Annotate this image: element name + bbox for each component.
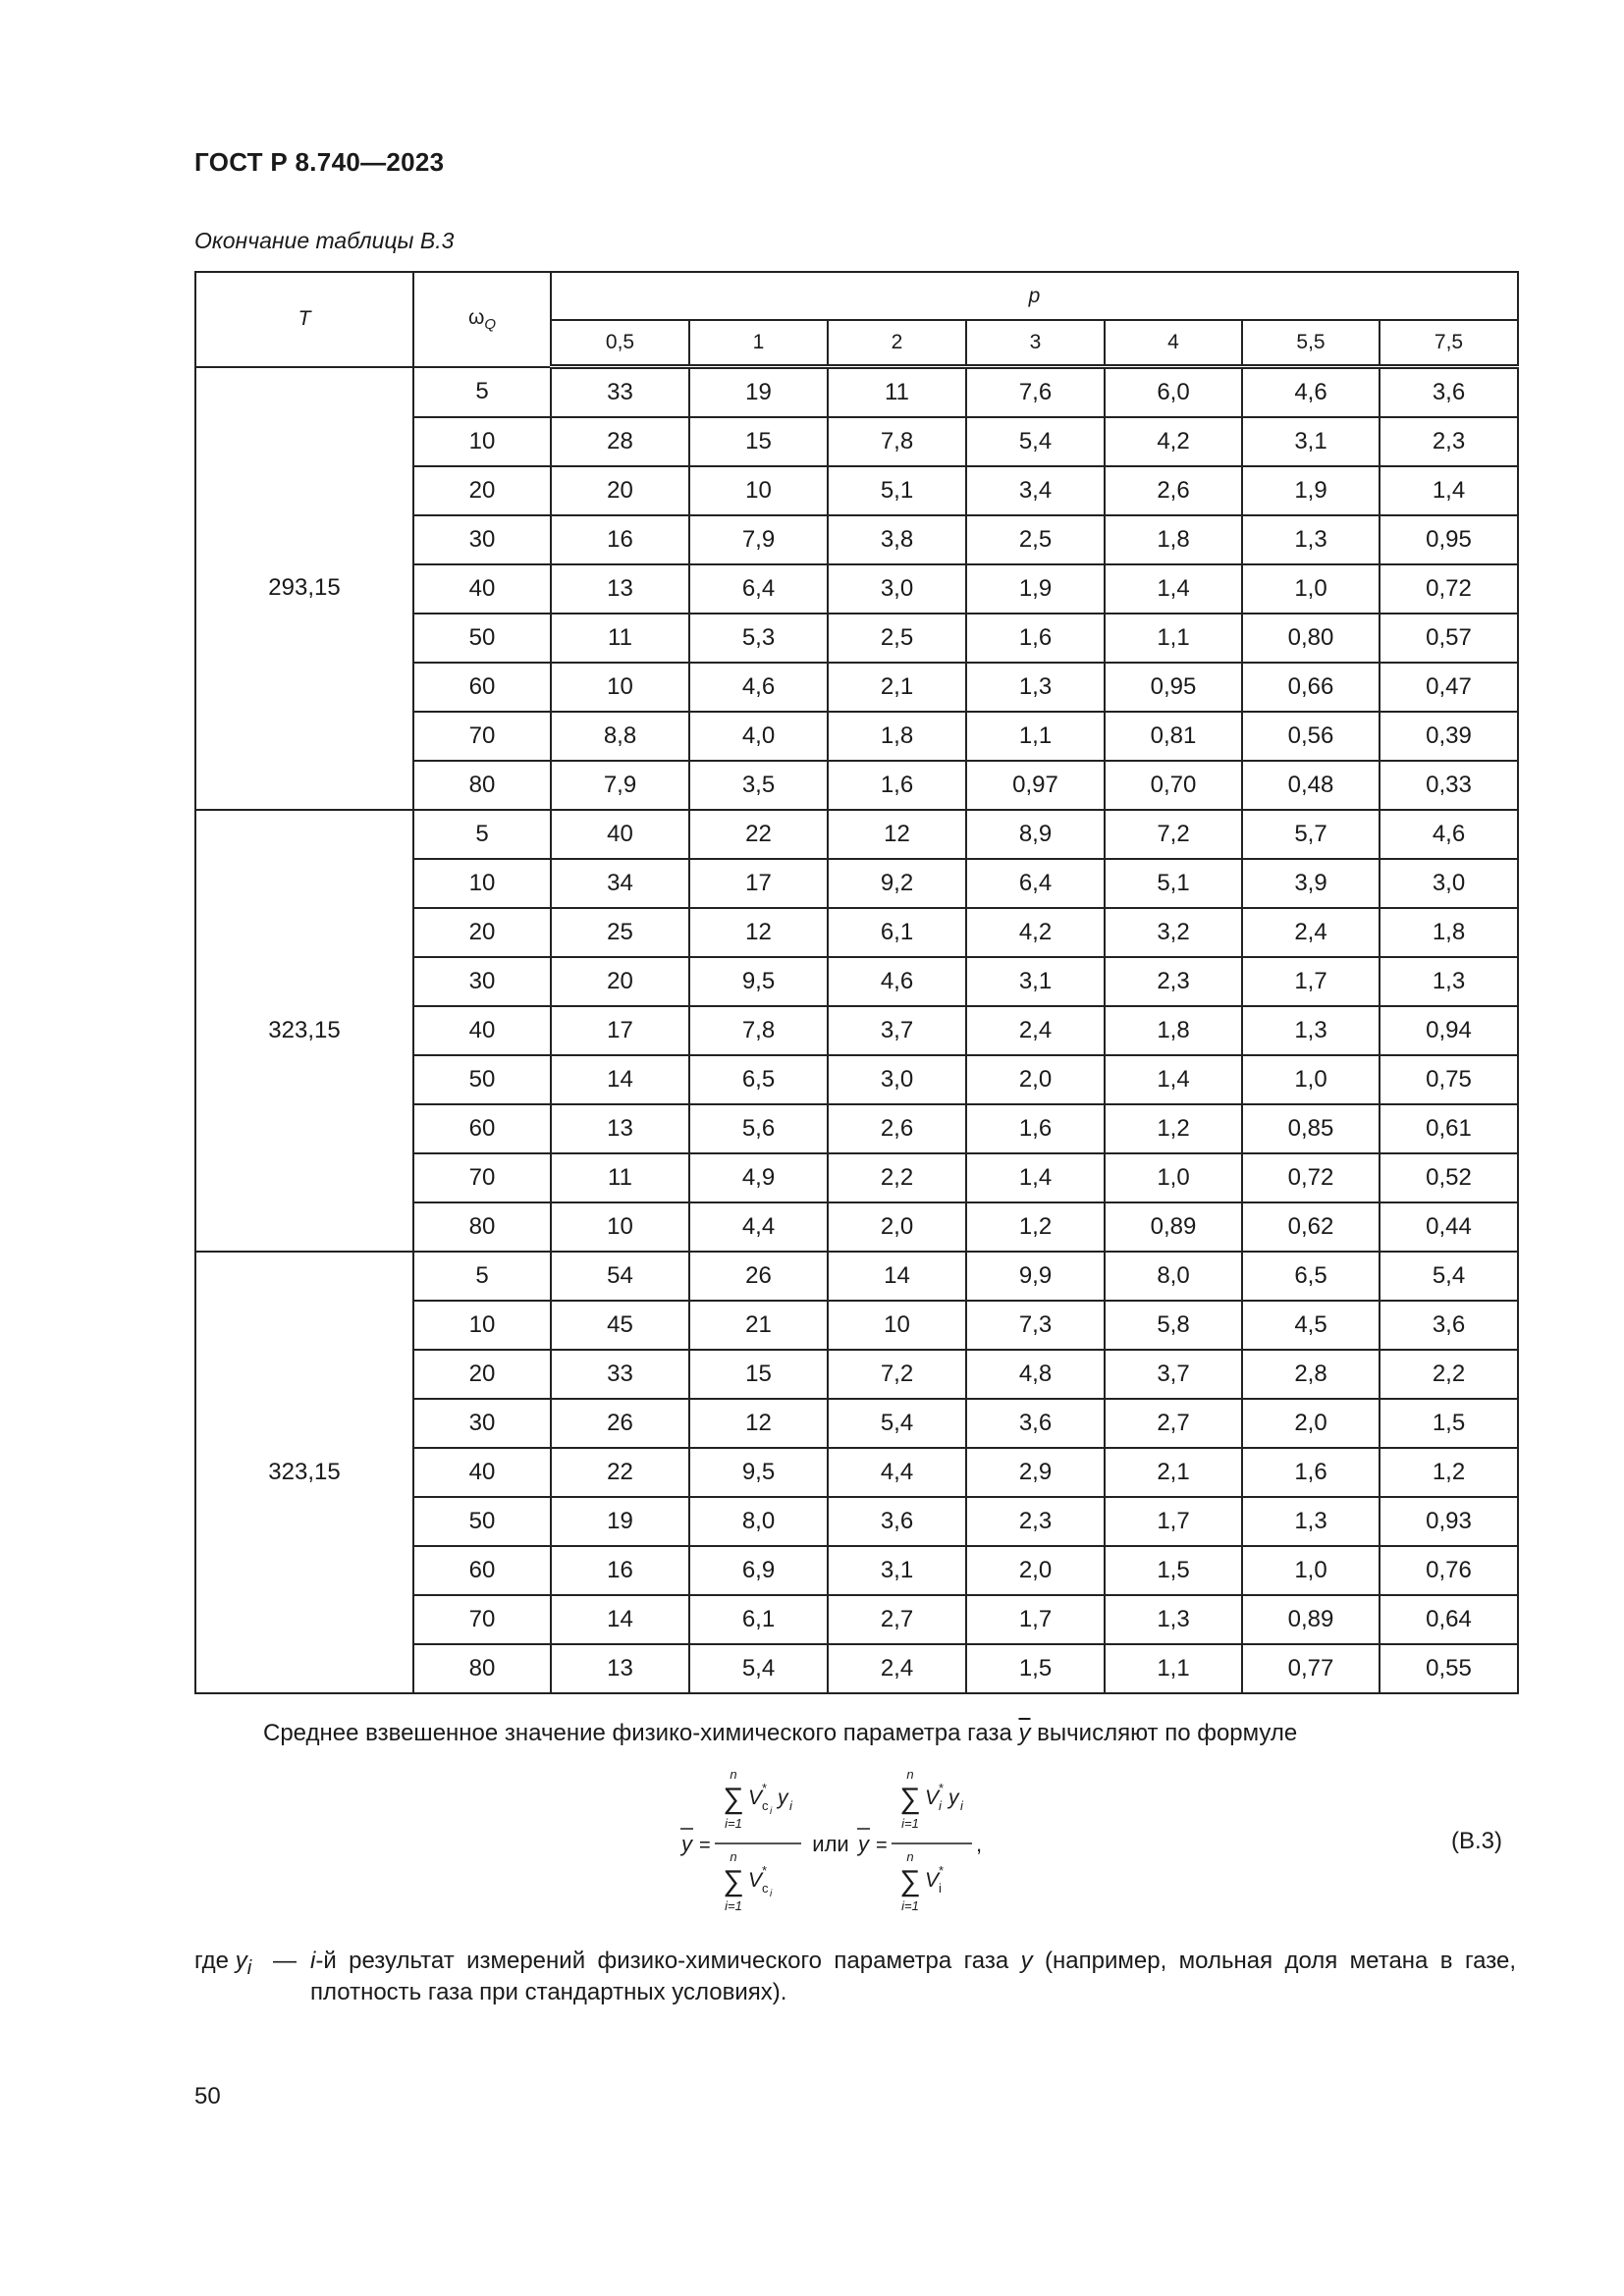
omega-cell: 60 bbox=[413, 1104, 551, 1153]
value-cell: 9,9 bbox=[966, 1252, 1105, 1301]
value-cell: 0,89 bbox=[1242, 1595, 1380, 1644]
value-cell: 3,1 bbox=[966, 957, 1105, 1006]
value-cell: 0,94 bbox=[1380, 1006, 1518, 1055]
value-cell: 2,2 bbox=[1380, 1350, 1518, 1399]
legend-dash: — bbox=[273, 1948, 297, 1974]
value-cell: 5,8 bbox=[1105, 1301, 1242, 1350]
omega-cell: 20 bbox=[413, 466, 551, 515]
temperature-cell: 323,15 bbox=[195, 810, 413, 1252]
value-cell: 20 bbox=[551, 466, 689, 515]
omega-cell: 50 bbox=[413, 1497, 551, 1546]
value-cell: 0,56 bbox=[1242, 712, 1380, 761]
header-p-value: 4 bbox=[1105, 320, 1242, 367]
value-cell: 3,2 bbox=[1105, 908, 1242, 957]
value-cell: 11 bbox=[551, 614, 689, 663]
temperature-cell: 323,15 bbox=[195, 1252, 413, 1693]
value-cell: 2,4 bbox=[966, 1006, 1105, 1055]
formula-y-1: y bbox=[778, 1787, 788, 1809]
formula-y-2: y bbox=[948, 1787, 959, 1809]
value-cell: 0,72 bbox=[1242, 1153, 1380, 1202]
value-cell: 0,85 bbox=[1242, 1104, 1380, 1153]
value-cell: 54 bbox=[551, 1252, 689, 1301]
value-cell: 1,6 bbox=[966, 1104, 1105, 1153]
value-cell: 1,3 bbox=[966, 663, 1105, 712]
value-cell: 17 bbox=[551, 1006, 689, 1055]
omega-cell: 80 bbox=[413, 1644, 551, 1693]
value-cell: 14 bbox=[551, 1595, 689, 1644]
value-cell: 1,2 bbox=[1105, 1104, 1242, 1153]
value-cell: 5,1 bbox=[828, 466, 966, 515]
value-cell: 1,7 bbox=[966, 1595, 1105, 1644]
value-cell: 0,76 bbox=[1380, 1546, 1518, 1595]
formula-n-2a: n bbox=[906, 1767, 914, 1782]
value-cell: 2,5 bbox=[966, 515, 1105, 564]
formula-v-1b: V bbox=[748, 1869, 763, 1892]
value-cell: 2,6 bbox=[1105, 466, 1242, 515]
value-cell: 2,7 bbox=[1105, 1399, 1242, 1448]
header-p-value: 1 bbox=[689, 320, 828, 367]
value-cell: 8,8 bbox=[551, 712, 689, 761]
formula-sum-2a: ∑ bbox=[899, 1783, 921, 1815]
value-cell: 2,0 bbox=[828, 1202, 966, 1252]
formula-n-2b: n bbox=[906, 1849, 914, 1864]
value-cell: 21 bbox=[689, 1301, 828, 1350]
value-cell: 1,1 bbox=[966, 712, 1105, 761]
omega-cell: 40 bbox=[413, 1448, 551, 1497]
value-cell: 4,2 bbox=[966, 908, 1105, 957]
legend-ith: i bbox=[310, 1948, 316, 1974]
header-p-value: 0,5 bbox=[551, 320, 689, 367]
formula-intro bbox=[263, 1720, 1297, 1747]
legend-text-2: (например, мольная доля метана в газе, плотность газа при стандартных условиях). bbox=[310, 1948, 1516, 2005]
header-p: p bbox=[551, 272, 1518, 320]
value-cell: 8,0 bbox=[1105, 1252, 1242, 1301]
table-header bbox=[195, 272, 1518, 367]
value-cell: 3,6 bbox=[828, 1497, 966, 1546]
value-cell: 1,2 bbox=[1380, 1448, 1518, 1497]
value-cell: 11 bbox=[551, 1153, 689, 1202]
value-cell: 1,8 bbox=[1105, 515, 1242, 564]
omega-cell: 40 bbox=[413, 564, 551, 614]
value-cell: 2,3 bbox=[1105, 957, 1242, 1006]
value-cell: 6,9 bbox=[689, 1546, 828, 1595]
omega-cell: 50 bbox=[413, 614, 551, 663]
legend-where: где bbox=[194, 1948, 230, 1974]
value-cell: 1,4 bbox=[1105, 1055, 1242, 1104]
omega-cell: 60 bbox=[413, 663, 551, 712]
value-cell: 1,3 bbox=[1242, 1006, 1380, 1055]
value-cell: 6,5 bbox=[689, 1055, 828, 1104]
value-cell: 3,0 bbox=[828, 1055, 966, 1104]
value-cell: 1,5 bbox=[1105, 1546, 1242, 1595]
value-cell: 3,8 bbox=[828, 515, 966, 564]
value-cell: 3,6 bbox=[966, 1399, 1105, 1448]
value-cell: 7,6 bbox=[966, 367, 1105, 418]
value-cell: 5,6 bbox=[689, 1104, 828, 1153]
value-cell: 3,7 bbox=[1105, 1350, 1242, 1399]
value-cell: 9,5 bbox=[689, 1448, 828, 1497]
formula-star-1a: * bbox=[762, 1781, 768, 1795]
value-cell: 1,3 bbox=[1380, 957, 1518, 1006]
value-cell: 7,8 bbox=[828, 417, 966, 466]
value-cell: 13 bbox=[551, 1644, 689, 1693]
value-cell: 0,95 bbox=[1105, 663, 1242, 712]
value-cell: 0,66 bbox=[1242, 663, 1380, 712]
formula-v-2b: V bbox=[925, 1869, 940, 1892]
formula-v-2a: V bbox=[925, 1787, 940, 1809]
value-cell: 0,47 bbox=[1380, 663, 1518, 712]
value-cell: 1,0 bbox=[1242, 1546, 1380, 1595]
value-cell: 19 bbox=[689, 367, 828, 418]
value-cell: 6,5 bbox=[1242, 1252, 1380, 1301]
formula-star-2a: * bbox=[939, 1781, 945, 1795]
formula-lower-1b: i=1 bbox=[725, 1898, 742, 1913]
value-cell: 15 bbox=[689, 417, 828, 466]
value-cell: 1,3 bbox=[1105, 1595, 1242, 1644]
value-cell: 6,1 bbox=[689, 1595, 828, 1644]
value-cell: 33 bbox=[551, 367, 689, 418]
value-cell: 4,9 bbox=[689, 1153, 828, 1202]
formula-eq-1: = bbox=[699, 1835, 711, 1856]
value-cell: 4,8 bbox=[966, 1350, 1105, 1399]
formula-intro-end: вычисляют по формуле bbox=[1030, 1720, 1298, 1746]
value-cell: 1,6 bbox=[966, 614, 1105, 663]
value-cell: 0,81 bbox=[1105, 712, 1242, 761]
legend-y-sub: i bbox=[246, 1956, 252, 1979]
value-cell: 10 bbox=[551, 1202, 689, 1252]
omega-cell: 80 bbox=[413, 1202, 551, 1252]
value-cell: 5,4 bbox=[828, 1399, 966, 1448]
value-cell: 0,77 bbox=[1242, 1644, 1380, 1693]
omega-cell: 70 bbox=[413, 712, 551, 761]
value-cell: 1,5 bbox=[966, 1644, 1105, 1693]
value-cell: 2,6 bbox=[828, 1104, 966, 1153]
omega-cell: 5 bbox=[413, 810, 551, 859]
value-cell: 10 bbox=[689, 466, 828, 515]
legend-text-1: -й результат измерений физико-химического параметра газа bbox=[315, 1948, 1021, 1974]
formula-y-sub-2: i bbox=[960, 1798, 963, 1813]
value-cell: 26 bbox=[551, 1399, 689, 1448]
value-cell: 3,6 bbox=[1380, 1301, 1518, 1350]
value-cell: 1,9 bbox=[1242, 466, 1380, 515]
value-cell: 4,2 bbox=[1105, 417, 1242, 466]
value-cell: 1,0 bbox=[1242, 564, 1380, 614]
value-cell: 14 bbox=[828, 1252, 966, 1301]
header-p-value: 5,5 bbox=[1242, 320, 1380, 367]
formula-n-1b: n bbox=[730, 1849, 737, 1864]
header-omega bbox=[413, 272, 551, 367]
omega-cell: 60 bbox=[413, 1546, 551, 1595]
value-cell: 6,0 bbox=[1105, 367, 1242, 418]
data-table bbox=[194, 271, 1519, 1694]
value-cell: 5,4 bbox=[689, 1644, 828, 1693]
value-cell: 1,7 bbox=[1105, 1497, 1242, 1546]
value-cell: 3,1 bbox=[1242, 417, 1380, 466]
table-row bbox=[195, 810, 1518, 859]
value-cell: 7,2 bbox=[828, 1350, 966, 1399]
value-cell: 2,3 bbox=[966, 1497, 1105, 1546]
value-cell: 1,4 bbox=[1105, 564, 1242, 614]
omega-cell: 10 bbox=[413, 859, 551, 908]
value-cell: 25 bbox=[551, 908, 689, 957]
value-cell: 2,4 bbox=[828, 1644, 966, 1693]
formula-sub-2b: i bbox=[939, 1881, 942, 1896]
formula-star-2b: * bbox=[939, 1863, 945, 1878]
omega-cell: 10 bbox=[413, 417, 551, 466]
formula-sum-2b: ∑ bbox=[899, 1865, 921, 1897]
omega-cell: 30 bbox=[413, 957, 551, 1006]
omega-cell: 30 bbox=[413, 1399, 551, 1448]
value-cell: 4,4 bbox=[828, 1448, 966, 1497]
value-cell: 4,5 bbox=[1242, 1301, 1380, 1350]
value-cell: 9,2 bbox=[828, 859, 966, 908]
formula-y-sub-1: i bbox=[789, 1798, 792, 1813]
legend-y: y bbox=[235, 1948, 247, 1974]
value-cell: 0,89 bbox=[1105, 1202, 1242, 1252]
document-code: ГОСТ Р 8.740—2023 bbox=[194, 147, 445, 177]
formula-sum-1a: ∑ bbox=[723, 1783, 744, 1815]
value-cell: 1,4 bbox=[966, 1153, 1105, 1202]
omega-cell: 50 bbox=[413, 1055, 551, 1104]
value-cell: 0,64 bbox=[1380, 1595, 1518, 1644]
value-cell: 10 bbox=[828, 1301, 966, 1350]
header-p-value: 3 bbox=[966, 320, 1105, 367]
omega-cell: 20 bbox=[413, 1350, 551, 1399]
value-cell: 1,8 bbox=[1105, 1006, 1242, 1055]
value-cell: 3,7 bbox=[828, 1006, 966, 1055]
value-cell: 1,8 bbox=[828, 712, 966, 761]
formula-intro-start: Среднее взвешенное значение физико-химического параметра газа bbox=[263, 1720, 1019, 1746]
table-caption: Окончание таблицы В.3 bbox=[194, 228, 455, 253]
value-cell: 1,1 bbox=[1105, 1644, 1242, 1693]
value-cell: 13 bbox=[551, 1104, 689, 1153]
value-cell: 3,4 bbox=[966, 466, 1105, 515]
value-cell: 28 bbox=[551, 417, 689, 466]
value-cell: 20 bbox=[551, 957, 689, 1006]
value-cell: 1,0 bbox=[1242, 1055, 1380, 1104]
value-cell: 4,4 bbox=[689, 1202, 828, 1252]
temperature-cell: 293,15 bbox=[195, 367, 413, 811]
value-cell: 40 bbox=[551, 810, 689, 859]
formula-n-1a: n bbox=[730, 1767, 737, 1782]
value-cell: 5,1 bbox=[1105, 859, 1242, 908]
value-cell: 45 bbox=[551, 1301, 689, 1350]
formula-or: или bbox=[812, 1832, 849, 1856]
value-cell: 3,0 bbox=[1380, 859, 1518, 908]
omega-cell: 5 bbox=[413, 367, 551, 418]
value-cell: 1,5 bbox=[1380, 1399, 1518, 1448]
value-cell: 0,44 bbox=[1380, 1202, 1518, 1252]
value-cell: 1,1 bbox=[1105, 614, 1242, 663]
value-cell: 2,1 bbox=[1105, 1448, 1242, 1497]
value-cell: 1,8 bbox=[1380, 908, 1518, 957]
value-cell: 2,3 bbox=[1380, 417, 1518, 466]
value-cell: 22 bbox=[689, 810, 828, 859]
table-row bbox=[195, 367, 1518, 418]
value-cell: 33 bbox=[551, 1350, 689, 1399]
value-cell: 16 bbox=[551, 515, 689, 564]
value-cell: 0,57 bbox=[1380, 614, 1518, 663]
value-cell: 16 bbox=[551, 1546, 689, 1595]
value-cell: 0,93 bbox=[1380, 1497, 1518, 1546]
value-cell: 0,97 bbox=[966, 761, 1105, 810]
formula-lower-2a: i=1 bbox=[901, 1816, 919, 1831]
table-body bbox=[195, 367, 1518, 1694]
value-cell: 8,9 bbox=[966, 810, 1105, 859]
formula-lower-1a: i=1 bbox=[725, 1816, 742, 1831]
value-cell: 12 bbox=[689, 908, 828, 957]
value-cell: 0,62 bbox=[1242, 1202, 1380, 1252]
formula-star-1b: * bbox=[762, 1863, 768, 1878]
formula-sub-c-1a: c bbox=[762, 1798, 769, 1813]
value-cell: 15 bbox=[689, 1350, 828, 1399]
value-cell: 0,55 bbox=[1380, 1644, 1518, 1693]
value-cell: 4,6 bbox=[689, 663, 828, 712]
formula-sum-1b: ∑ bbox=[723, 1865, 744, 1897]
value-cell: 1,3 bbox=[1242, 515, 1380, 564]
value-cell: 1,0 bbox=[1105, 1153, 1242, 1202]
formula-eq-2: = bbox=[876, 1835, 888, 1856]
value-cell: 1,6 bbox=[1242, 1448, 1380, 1497]
legend-lhs bbox=[194, 1946, 251, 1984]
value-cell: 10 bbox=[551, 663, 689, 712]
value-cell: 2,5 bbox=[828, 614, 966, 663]
formula-sub-i-1a: i bbox=[770, 1806, 773, 1817]
value-cell: 5,3 bbox=[689, 614, 828, 663]
value-cell: 8,0 bbox=[689, 1497, 828, 1546]
y-bar-symbol: $\overline{y}$ bbox=[1018, 1720, 1031, 1746]
legend-text-y: y bbox=[1020, 1948, 1033, 1974]
value-cell: 0,39 bbox=[1380, 712, 1518, 761]
value-cell: 1,3 bbox=[1242, 1497, 1380, 1546]
value-cell: 1,6 bbox=[828, 761, 966, 810]
omega-cell: 70 bbox=[413, 1153, 551, 1202]
value-cell: 3,5 bbox=[689, 761, 828, 810]
value-cell: 19 bbox=[551, 1497, 689, 1546]
formula-sub-c-1b: c bbox=[762, 1881, 769, 1896]
formula-number: (В.3) bbox=[1451, 1828, 1503, 1854]
formula-v-1a: V bbox=[748, 1787, 763, 1809]
value-cell: 0,61 bbox=[1380, 1104, 1518, 1153]
omega-cell: 70 bbox=[413, 1595, 551, 1644]
value-cell: 4,6 bbox=[828, 957, 966, 1006]
value-cell: 3,1 bbox=[828, 1546, 966, 1595]
value-cell: 2,7 bbox=[828, 1595, 966, 1644]
header-p-value: 7,5 bbox=[1380, 320, 1518, 367]
value-cell: 7,9 bbox=[551, 761, 689, 810]
value-cell: 0,52 bbox=[1380, 1153, 1518, 1202]
header-t: T bbox=[195, 272, 413, 367]
formula-sub-i-1b: i bbox=[770, 1889, 773, 1899]
value-cell: 2,0 bbox=[966, 1546, 1105, 1595]
value-cell: 2,9 bbox=[966, 1448, 1105, 1497]
value-cell: 4,0 bbox=[689, 712, 828, 761]
omega-symbol: ω bbox=[467, 305, 485, 329]
value-cell: 4,6 bbox=[1242, 367, 1380, 418]
value-cell: 5,7 bbox=[1242, 810, 1380, 859]
value-cell: 2,8 bbox=[1242, 1350, 1380, 1399]
legend-text bbox=[310, 1946, 1516, 2008]
value-cell: 0,80 bbox=[1242, 614, 1380, 663]
value-cell: 1,4 bbox=[1380, 466, 1518, 515]
value-cell: 17 bbox=[689, 859, 828, 908]
value-cell: 2,2 bbox=[828, 1153, 966, 1202]
value-cell: 2,0 bbox=[966, 1055, 1105, 1104]
value-cell: 0,95 bbox=[1380, 515, 1518, 564]
value-cell: 1,2 bbox=[966, 1202, 1105, 1252]
value-cell: 14 bbox=[551, 1055, 689, 1104]
value-cell: 9,5 bbox=[689, 957, 828, 1006]
value-cell: 3,9 bbox=[1242, 859, 1380, 908]
value-cell: 0,75 bbox=[1380, 1055, 1518, 1104]
value-cell: 3,0 bbox=[828, 564, 966, 614]
value-cell: 7,2 bbox=[1105, 810, 1242, 859]
value-cell: 7,8 bbox=[689, 1006, 828, 1055]
value-cell: 6,4 bbox=[966, 859, 1105, 908]
value-cell: 34 bbox=[551, 859, 689, 908]
value-cell: 2,1 bbox=[828, 663, 966, 712]
table-row bbox=[195, 1252, 1518, 1301]
value-cell: 6,4 bbox=[689, 564, 828, 614]
page-number: 50 bbox=[194, 2083, 221, 2109]
value-cell: 2,4 bbox=[1242, 908, 1380, 957]
value-cell: 5,4 bbox=[966, 417, 1105, 466]
omega-cell: 20 bbox=[413, 908, 551, 957]
value-cell: 0,72 bbox=[1380, 564, 1518, 614]
value-cell: 7,3 bbox=[966, 1301, 1105, 1350]
value-cell: 7,9 bbox=[689, 515, 828, 564]
formula-lower-2b: i=1 bbox=[901, 1898, 919, 1913]
value-cell: 1,9 bbox=[966, 564, 1105, 614]
value-cell: 0,48 bbox=[1242, 761, 1380, 810]
formula-ybar-1: y bbox=[681, 1832, 692, 1856]
formula-sub-2a: i bbox=[939, 1798, 942, 1813]
value-cell: 2,0 bbox=[1242, 1399, 1380, 1448]
formula-comma: , bbox=[976, 1832, 983, 1856]
value-cell: 0,70 bbox=[1105, 761, 1242, 810]
value-cell: 26 bbox=[689, 1252, 828, 1301]
value-cell: 6,1 bbox=[828, 908, 966, 957]
value-cell: 3,6 bbox=[1380, 367, 1518, 418]
value-cell: 1,7 bbox=[1242, 957, 1380, 1006]
omega-cell: 10 bbox=[413, 1301, 551, 1350]
value-cell: 11 bbox=[828, 367, 966, 418]
omega-cell: 5 bbox=[413, 1252, 551, 1301]
value-cell: 12 bbox=[828, 810, 966, 859]
value-cell: 13 bbox=[551, 564, 689, 614]
omega-cell: 40 bbox=[413, 1006, 551, 1055]
formula-ybar-2: y bbox=[858, 1832, 869, 1856]
value-cell: 5,4 bbox=[1380, 1252, 1518, 1301]
value-cell: 22 bbox=[551, 1448, 689, 1497]
value-cell: 0,33 bbox=[1380, 761, 1518, 810]
value-cell: 4,6 bbox=[1380, 810, 1518, 859]
value-cell: 12 bbox=[689, 1399, 828, 1448]
formula-b3 bbox=[677, 1767, 1031, 1929]
omega-cell: 30 bbox=[413, 515, 551, 564]
omega-subscript: Q bbox=[484, 315, 497, 333]
header-p-value: 2 bbox=[828, 320, 966, 367]
omega-cell: 80 bbox=[413, 761, 551, 810]
